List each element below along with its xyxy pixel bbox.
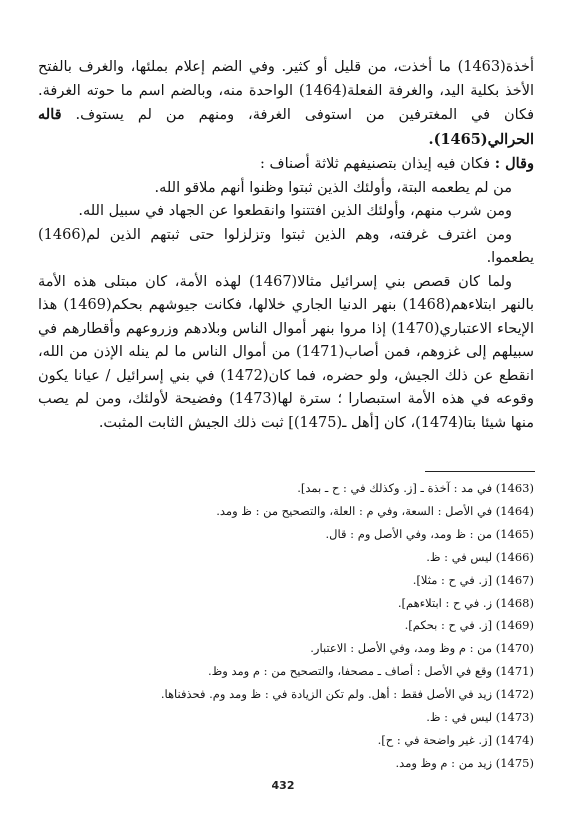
footnote-1472: (1472) زيد في الأصل فقط : أهل. ولم تكن الزيادة في : ظ ومد وم. فحذفناها.	[160, 687, 534, 702]
paragraph-2	[38, 152, 534, 177]
footnote-1470: (1470) من : م وظ ومد، وفي الأصل : الاعتبار.	[310, 641, 534, 656]
footnote-1471: (1471) وقع في الأصل : أصاف ـ مصحفا، والتصحيح من : م ومد وظ.	[207, 664, 534, 679]
main-text	[38, 56, 534, 435]
footnote-1463: (1463) في مد : آخذة ـ [ز. وكذلك في : ح ـ بمد].	[297, 481, 534, 495]
paragraph-5: ومن اغترف غرفته، وهم الذين ثبتوا وتزلزلوا حتى ثبتهم الذين لم(1466) يطعموا.	[38, 226, 534, 266]
footnote-1473: (1473) ليس في : ظ.	[426, 710, 534, 725]
footnote-divider	[425, 471, 535, 472]
footnote-1466: (1466) ليس في : ظ.	[426, 549, 534, 564]
footnote-1468: (1468) ز. في ح : ابتلاءهم].	[397, 595, 534, 610]
author-citation: قاله الحرالي(1465).	[38, 106, 534, 148]
footnote-1469: (1469) [ز. في ح : بحكم].	[404, 618, 534, 633]
footnote-1465: (1465) من : ظ ومد، وفي الأصل وم : قال.	[325, 526, 534, 541]
paragraph-1-text: أخذة(1463) ما أخذت، من قليل أو كثير. وفي الضم إعلام بملئها، والغرف بالفتح الأخذ بكلية اليد، والغرفة الفعلة(1464) الواحدة منه، وبالضم اسم ما حوته الغرفة. فكان في المغترفين من استوفى الغرفة، ومنهم من لم يستوف.	[38, 59, 534, 123]
footnote-1474: (1474) [ز. غير واضحة في : ح].	[377, 732, 534, 747]
footnote-1475: (1475) زيد من : م وظ ومد.	[395, 755, 534, 770]
paragraph-4: ومن شرب منهم، وأولئك الذين افتتنوا وانقطعوا عن الجهاد في سبيل الله.	[78, 203, 512, 219]
paragraph-3: من لم يطعمه البتة، وأولئك الذين ثبتوا وظنوا أنهم ملاقو الله.	[154, 179, 512, 196]
footnote-1467: (1467) [ز. في ح : مثلا].	[412, 572, 534, 587]
paragraph-6: ولما كان قصص بني إسرائيل مثالا(1467) لهذه الأمة، كان مبتلى هذه الأمة بالنهر ابتلاءهم(1468) بنهر الدنيا الجاري خلالها، فكانت جيوشهم بحكم(1469) هذا الإيحاء الاعتباري(1470) إذا مروا بنهر أموال الناس وبلادهم وزروعهم وأقطارهم في سبيلهم إلى غزوهم، فمن أصاب(1471) من أموال الناس ما لم ينله الإذن من الله، انقطع عن ذلك الجيش، ولو حضره، فما كان(1472) في بني إسرائيل / عيانا يكون وقوعه في هذه الأمة استبصارا ؛ سترة لها(1473) وفضيحة لأولئك، ومن لم يصب منها شيئا بتا(1474)، كان [أهل ـ(1475)] ثبت ذلك الجيش الثابت المثبت.	[38, 273, 534, 431]
footnote-1464: (1464) في الأصل : السعة، وفي م : العلة، والتصحيح من : ظ ومد.	[216, 503, 534, 518]
paragraph-2-text: فكان فيه إيذان بتصنيفهم ثلاثة أصناف :	[260, 156, 491, 172]
footnotes	[38, 477, 534, 775]
paragraph-1	[38, 56, 534, 152]
paragraph-2-lead: وقال :	[494, 155, 534, 172]
page-number: 432	[271, 779, 295, 792]
